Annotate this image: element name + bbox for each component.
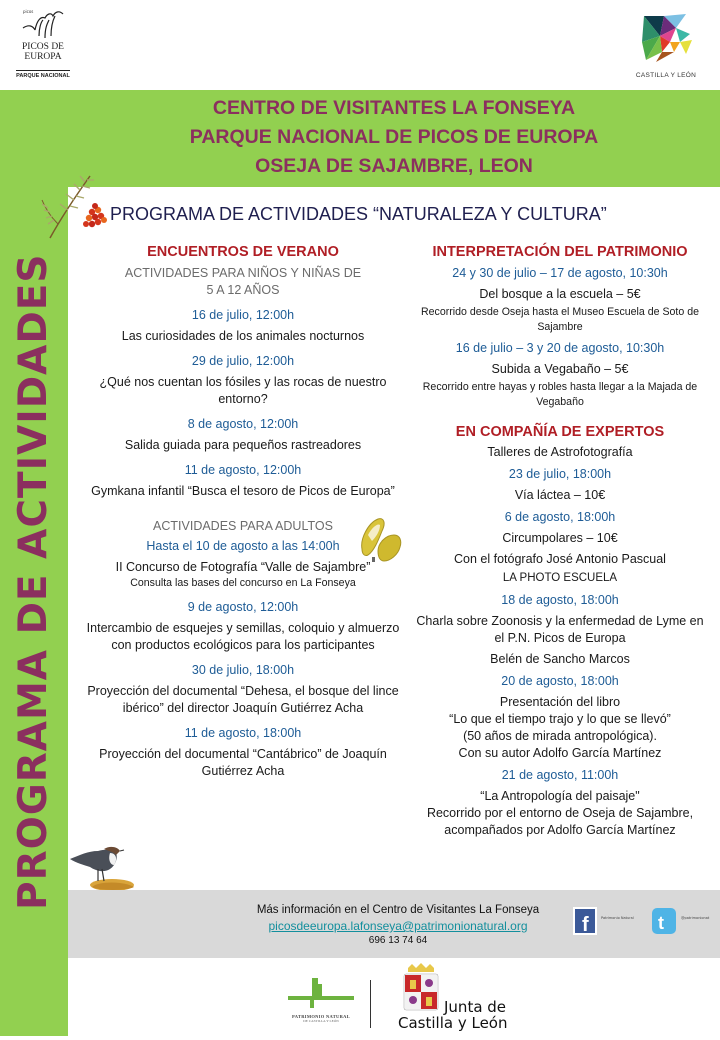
event-date: 9 de agosto, 12:00h xyxy=(187,600,299,614)
event-item xyxy=(78,306,408,345)
event-item xyxy=(402,264,718,335)
vertical-program-title: PROGRAMA DE ACTIVIDADES xyxy=(11,253,56,910)
header xyxy=(0,0,720,90)
event-title: Gymkana infantil “Busca el tesoro de Picos de Europa” xyxy=(91,484,395,498)
svg-text:f: f xyxy=(582,914,589,935)
twitter-link[interactable] xyxy=(651,907,710,939)
event-date: 18 de agosto, 18:00h xyxy=(501,593,619,607)
event-title: Salida guiada para pequeños rastreadores xyxy=(124,438,362,452)
event-date: 11 de agosto, 18:00h xyxy=(184,726,302,740)
section-heading-encuentros: ENCUENTROS DE VERANO xyxy=(147,244,339,260)
event-title: Charla sobre Zoonosis y la enfermedad de Lyme en el P.N. Picos de Europa xyxy=(416,614,704,645)
patrimonio-natural-tower-icon xyxy=(286,976,356,1010)
subheading-line-2: 5 A 12 AÑOS xyxy=(206,283,280,297)
picos-logo-subtitle: PARQUE NACIONAL xyxy=(16,70,70,79)
castilla-y-leon-logo xyxy=(624,12,708,82)
picos-logo-line1: PICOS DE xyxy=(22,42,64,52)
event-item xyxy=(402,672,718,762)
event-title: Presentación del libro xyxy=(499,695,621,709)
wooden-clogs-icon xyxy=(356,515,404,569)
picos-logo-line2: EUROPA xyxy=(24,52,62,62)
event-date: 8 de agosto, 12:00h xyxy=(187,417,299,431)
section-subheading-children xyxy=(78,265,408,299)
rowan-berries-icon xyxy=(38,170,110,246)
title-line-2: PARQUE NACIONAL DE PICOS DE EUROPA xyxy=(189,126,599,148)
event-item xyxy=(402,508,718,547)
event-note: Consulta las bases del concurso en La Fonseya xyxy=(130,577,356,589)
junta-line-2: Castilla y León xyxy=(398,1014,508,1032)
event-date: 30 de julio, 18:00h xyxy=(191,663,295,677)
event-item xyxy=(78,461,408,500)
subheading-line-1: ACTIVIDADES PARA NIÑOS Y NIÑAS DE xyxy=(124,266,362,280)
photo-school: LA PHOTO ESCUELA xyxy=(502,572,618,584)
event-date: 16 de julio, 12:00h xyxy=(191,308,295,322)
event-item xyxy=(402,591,718,668)
info-band xyxy=(68,890,720,958)
event-title: Vía láctea – 10€ xyxy=(514,488,606,502)
photographer-credit: Con el fotógrafo José Antonio Pascual xyxy=(454,552,666,566)
event-title: Del bosque a la escuela – 5€ xyxy=(479,287,641,301)
event-item xyxy=(402,339,718,410)
castilla-leon-polygon-icon xyxy=(636,12,696,64)
event-item xyxy=(78,661,408,717)
mountain-sketch-icon xyxy=(21,6,65,42)
section-heading-patrimonio: INTERPRETACIÓN DEL PATRIMONIO xyxy=(432,244,688,260)
event-title: Las curiosidades de los animales nocturnos xyxy=(121,329,365,343)
workshop-title: Talleres de Astrofotografía xyxy=(487,445,633,459)
picos-de-europa-logo xyxy=(12,6,74,86)
event-date: 29 de julio, 12:00h xyxy=(191,354,295,368)
dipper-bird-icon xyxy=(68,843,138,897)
title-block xyxy=(68,94,720,181)
twitter-icon xyxy=(651,907,677,935)
facebook-link[interactable] xyxy=(573,907,634,939)
event-date: 21 de agosto, 11:00h xyxy=(501,768,619,782)
event-item xyxy=(78,415,408,454)
event-date: 6 de agosto, 18:00h xyxy=(504,510,616,524)
right-column xyxy=(402,242,718,839)
event-date: 23 de julio, 18:00h xyxy=(508,467,612,481)
book-title: “Lo que el tiempo trajo y lo que se llevó” xyxy=(449,712,671,726)
facebook-icon xyxy=(573,907,597,935)
event-item xyxy=(402,465,718,504)
book-note: (50 años de mirada antropológica). xyxy=(463,729,657,743)
event-item xyxy=(402,766,718,839)
event-date: 16 de julio – 3 y 20 de agosto, 10:30h xyxy=(455,341,665,355)
event-title: ¿Qué nos cuentan los fósiles y las rocas de nuestro entorno? xyxy=(99,375,387,406)
event-title: Proyección del documental “Cantábrico” de Joaquín Gutiérrez Acha xyxy=(99,747,387,778)
event-date: 20 de agosto, 18:00h xyxy=(501,674,619,688)
title-line-3: OSEJA DE SAJAMBRE, LEON xyxy=(255,155,533,177)
twitter-label: @patrimonionat xyxy=(681,916,710,920)
event-speaker: Con su autor Adolfo García Martínez xyxy=(458,746,662,760)
logo-divider xyxy=(370,980,371,1028)
event-item xyxy=(78,598,408,654)
title-line-1: CENTRO DE VISITANTES LA FONSEYA xyxy=(212,97,576,119)
event-speaker: Belén de Sancho Marcos xyxy=(490,652,630,666)
event-item xyxy=(78,724,408,780)
contact-info xyxy=(218,902,578,948)
email-link[interactable]: picosdeeuropa.lafonseya@patrimonionatural.org xyxy=(268,919,528,933)
event-note: Recorrido desde Oseja hasta el Museo Escuela de Soto de Sajambre xyxy=(421,306,699,333)
patrimonio-natural-sub: DE CASTILLA Y LEÓN xyxy=(303,1019,339,1023)
event-title: Subida a Vegabaño – 5€ xyxy=(491,362,629,376)
event-title: Circumpolares – 10€ xyxy=(502,531,618,545)
event-title: Proyección del documental “Dehesa, el bosque del lince ibérico” del director Joaquín Gutiérrez Acha xyxy=(87,684,399,715)
event-date: Hasta el 10 de agosto a las 14:00h xyxy=(146,539,340,553)
event-title: Intercambio de esquejes y semillas, coloquio y almuerzo con productos ecológicos para los participantes xyxy=(86,621,400,652)
junta-line-1: Junta de xyxy=(444,998,507,1016)
castilla-leon-logo-text: CASTILLA Y LEÓN xyxy=(635,72,697,79)
patrimonio-natural-logo xyxy=(276,976,366,1023)
svg-text:t: t xyxy=(658,913,664,933)
event-title: “La Antropología del paisaje" xyxy=(480,789,640,803)
section-subheading-adults: ACTIVIDADES PARA ADULTOS xyxy=(153,519,333,533)
coat-of-arms-icon xyxy=(400,962,442,1012)
event-date: 11 de agosto, 12:00h xyxy=(184,463,302,477)
event-item xyxy=(78,352,408,408)
patrimonio-natural-name: PATRIMONIO NATURAL xyxy=(291,1014,351,1019)
event-note: Recorrido por el entorno de Oseja de Sajambre, acompañados por Adolfo García Martínez xyxy=(426,806,694,837)
svg-text:picos: picos xyxy=(23,9,34,14)
phone-number: 696 13 74 64 xyxy=(368,935,428,946)
section-heading-expertos: EN COMPAÑÍA DE EXPERTOS xyxy=(455,424,665,440)
event-note: Recorrido entre hayas y robles hasta llegar a la Majada de Vegabaño xyxy=(422,381,698,408)
event-date: 24 y 30 de julio – 17 de agosto, 10:30h xyxy=(452,266,668,280)
info-line: Más información en el Centro de Visitantes La Fonseya xyxy=(256,904,540,916)
event-title: II Concurso de Fotografía “Valle de Sajambre” xyxy=(115,560,371,574)
program-title: PROGRAMA DE ACTIVIDADES “NATURALEZA Y CULTURA” xyxy=(110,204,607,224)
facebook-label: Patrimonio Natural xyxy=(601,916,634,920)
left-column xyxy=(78,242,408,780)
footer-logos xyxy=(68,958,720,1040)
